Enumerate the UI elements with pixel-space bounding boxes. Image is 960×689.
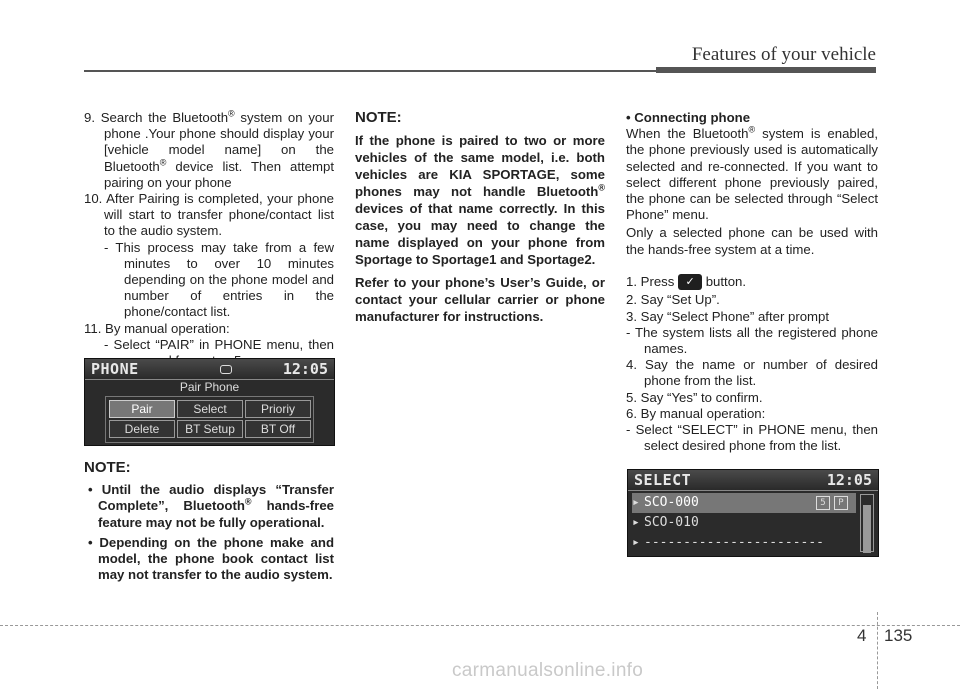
step-4: 4. Say the name or number of desired phone from the list. bbox=[626, 357, 878, 389]
step-11-sub: - Select “PAIR” in PHONE menu, then bbox=[104, 336, 334, 352]
step-3-sub: - The system lists all the registered phone names. bbox=[626, 324, 878, 356]
step-1: 1. Press ✓ button. bbox=[626, 273, 747, 289]
paragraph: When the Bluetooth® system is enabled, the phone previously used is automatically selected and re-connected. If you want to select different phone previously paired, the phone can be selected through “Select Phone” menu. bbox=[626, 124, 878, 223]
step-10: 10. After Pairing is completed, your phone will start to transfer phone/contact list to the audio system. bbox=[84, 191, 334, 239]
arrow-right-icon: ▸ bbox=[632, 535, 640, 550]
note-title: NOTE: bbox=[84, 459, 131, 476]
note-paragraph: If the phone is paired to two or more vehicles of the same model, i.e. both vehicles are KIA SPORTAGE, some phones may not handle Bluetooth® devices of that name correctly. In this case, you may need to change the name displayed on your phone from Sportage to Sportage1 and Sportage2. bbox=[355, 133, 605, 268]
disc-icon bbox=[220, 365, 232, 374]
delete-button[interactable]: Delete bbox=[109, 420, 175, 438]
scroll-thumb[interactable] bbox=[863, 505, 871, 553]
step-5: 5. Say “Yes” to confirm. bbox=[626, 389, 763, 405]
paragraph: Only a selected phone can be used with the hands-free system at a time. bbox=[626, 225, 878, 257]
screen-subtitle: Pair Phone bbox=[179, 380, 240, 394]
tag-icon: P bbox=[834, 496, 848, 510]
talk-button-icon: ✓ bbox=[678, 274, 702, 290]
page-number: 135 bbox=[884, 626, 913, 645]
step-9: 9. Search the Bluetooth® system on your phone .Your phone should display your [vehicle model name] on the Bluetooth® device list. Then attempt pairing on your phone bbox=[84, 108, 334, 190]
footer-rule bbox=[0, 625, 960, 626]
step-11: 11. By manual operation: bbox=[84, 320, 230, 336]
screen-title: SELECT bbox=[634, 471, 692, 489]
column-left-note bbox=[84, 460, 334, 587]
note-title: NOTE: bbox=[355, 109, 402, 126]
step-2: 2. Say “Set Up”. bbox=[626, 292, 720, 308]
select-screen-image bbox=[627, 469, 879, 557]
pair-button[interactable]: Pair bbox=[109, 400, 175, 418]
arrow-right-icon: ▸ bbox=[632, 515, 640, 530]
header-rule-accent bbox=[656, 67, 876, 73]
step-10-sub: - This process may take from a few minutes to over 10 minutes depending on the phone model and number of entries in the phone/contact list. bbox=[104, 239, 334, 320]
step-6-sub: - Select “SELECT” in PHONE menu, then select desired phone from the list. bbox=[626, 421, 878, 454]
phone-screen-image bbox=[84, 358, 335, 446]
column-right bbox=[626, 110, 878, 454]
footer-divider bbox=[877, 612, 878, 689]
screen-clock: 12:05 bbox=[826, 471, 872, 489]
column-middle bbox=[355, 110, 605, 331]
chapter-number: 4 bbox=[857, 626, 867, 645]
phone-list-item[interactable]: ▸ SCO-000 5 P bbox=[632, 493, 856, 513]
screen-title: PHONE bbox=[91, 360, 139, 378]
arrow-right-icon: ▸ bbox=[632, 495, 640, 510]
step-3: 3. Say “Select Phone” after prompt bbox=[626, 308, 830, 324]
screen-title-bar bbox=[628, 470, 878, 491]
watermark: carmanualsonline.info bbox=[452, 660, 644, 681]
screen-title-bar bbox=[85, 359, 334, 380]
note-bullet: • Until the audio displays “Transfer Complete”, Bluetooth® hands-free feature may not be fully operational. bbox=[88, 482, 334, 530]
select-button[interactable]: Select bbox=[177, 400, 243, 418]
section-heading: • Connecting phone bbox=[626, 110, 751, 125]
note-bullet: • Depending on the phone make and model, the phone book contact list may not transfer to the audio system. bbox=[88, 534, 334, 583]
header-title: Features of your vehicle bbox=[691, 44, 876, 65]
step-6: 6. By manual operation: bbox=[626, 405, 766, 421]
phone-list-item[interactable]: ▸ ----------------------- bbox=[632, 533, 856, 553]
screen-clock: 12:05 bbox=[282, 360, 328, 378]
tag-icon: 5 bbox=[816, 496, 830, 510]
column-left bbox=[84, 110, 334, 369]
phone-list-item[interactable]: ▸ SCO-010 bbox=[632, 513, 856, 533]
scrollbar[interactable] bbox=[860, 494, 874, 552]
priority-button[interactable]: Prioriy bbox=[245, 400, 311, 418]
bt-setup-button[interactable]: BT Setup bbox=[177, 420, 243, 438]
bt-off-button[interactable]: BT Off bbox=[245, 420, 311, 438]
note-paragraph: Refer to your phone’s User’s Guide, or contact your cellular carrier or phone manufacturer for instructions. bbox=[355, 275, 605, 325]
